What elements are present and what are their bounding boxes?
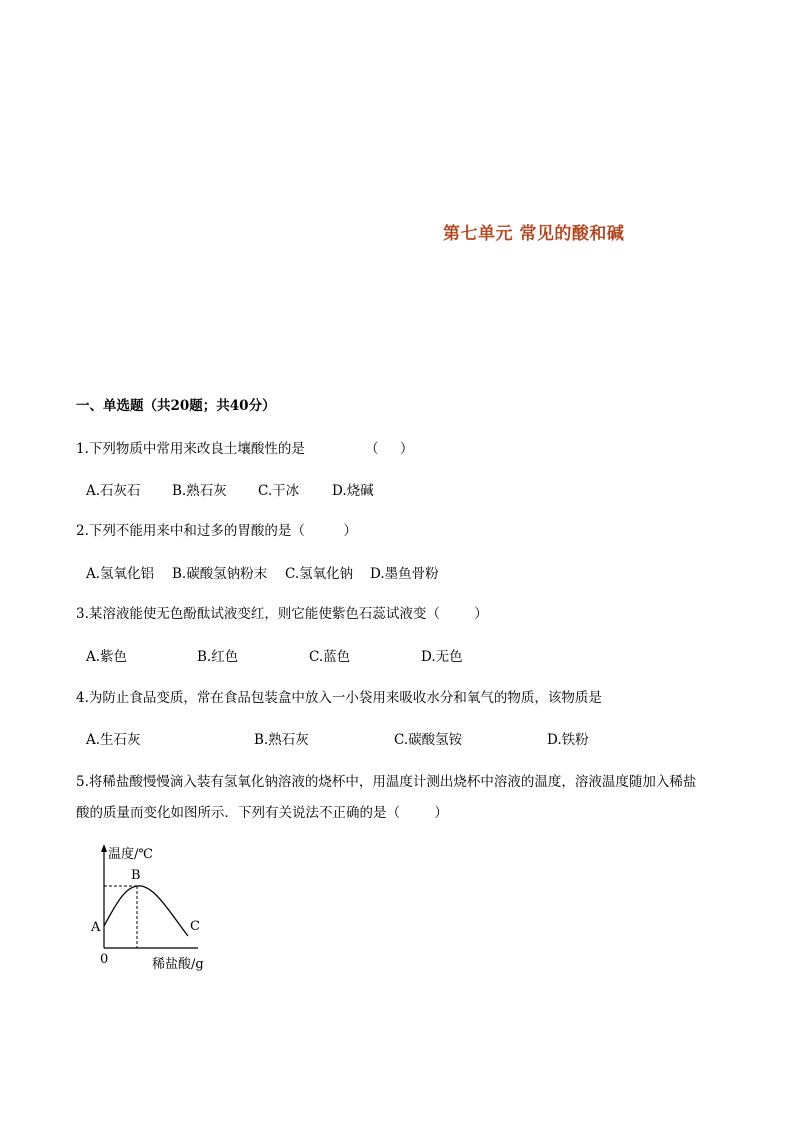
question-2-option-a: A.氢氧化铝	[86, 566, 155, 582]
question-2-option-d: D.墨鱼骨粉	[370, 566, 439, 582]
question-3-option-c: C.蓝色	[309, 649, 351, 665]
question-5-stem-line-1: 5.将稀盐酸慢慢滴入装有氢氧化钠溶液的烧杯中，用温度计测出烧杯中溶液的温度，溶液温度随加入稀盐	[76, 774, 697, 790]
question-1-option-c: C.干冰	[258, 483, 300, 499]
question-4-stem: 4.为防止食品变质，常在食品包装盒中放入一小袋用来吸收水分和氧气的物质，该物质是	[76, 690, 602, 706]
x-axis-label: 稀盐酸/g	[152, 957, 204, 972]
question-1-option-d: D.烧碱	[332, 483, 374, 499]
point-b-label: B	[131, 868, 141, 883]
question-2-option-b: B.碳酸氢钠粉末	[172, 566, 268, 582]
question-5-stem-line-2: 酸的质量而变化如图所示．下列有关说法不正确的是（ ）	[76, 805, 448, 821]
document-title: 第七单元 常见的酸和碱	[443, 224, 625, 244]
question-4-option-c: C.碳酸氢铵	[394, 732, 463, 748]
question-1-option-a: A.石灰石	[86, 483, 141, 499]
question-1-stem: 1.下列物质中常用来改良土壤酸性的是 （ ）	[76, 441, 414, 457]
question-2-option-c: C.氢氧化钠	[285, 566, 354, 582]
section-heading: 一、单选题（共20题；共40分）	[76, 398, 276, 414]
question-2-stem: 2.下列不能用来中和过多的胃酸的是（ ）	[76, 523, 358, 539]
question-3-option-a: A.紫色	[86, 649, 128, 665]
question-3-stem: 3.某溶液能使无色酚酞试液变红，则它能使紫色石蕊试液变（ ）	[76, 606, 488, 622]
temperature-curve-figure	[86, 842, 226, 974]
y-axis-label: 温度/℃	[108, 847, 153, 862]
question-4-option-b: B.熟石灰	[254, 732, 309, 748]
question-1-option-b: B.熟石灰	[172, 483, 227, 499]
question-3-option-b: B.红色	[197, 649, 239, 665]
temperature-curve	[104, 886, 188, 936]
origin-label: 0	[100, 952, 109, 967]
question-3-option-d: D.无色	[421, 649, 463, 665]
point-c-label: C	[190, 919, 200, 934]
point-a-label: A	[91, 920, 101, 935]
question-4-option-a: A.生石灰	[86, 732, 141, 748]
question-4-option-d: D.铁粉	[547, 732, 589, 748]
y-axis-arrow-icon	[101, 844, 107, 852]
